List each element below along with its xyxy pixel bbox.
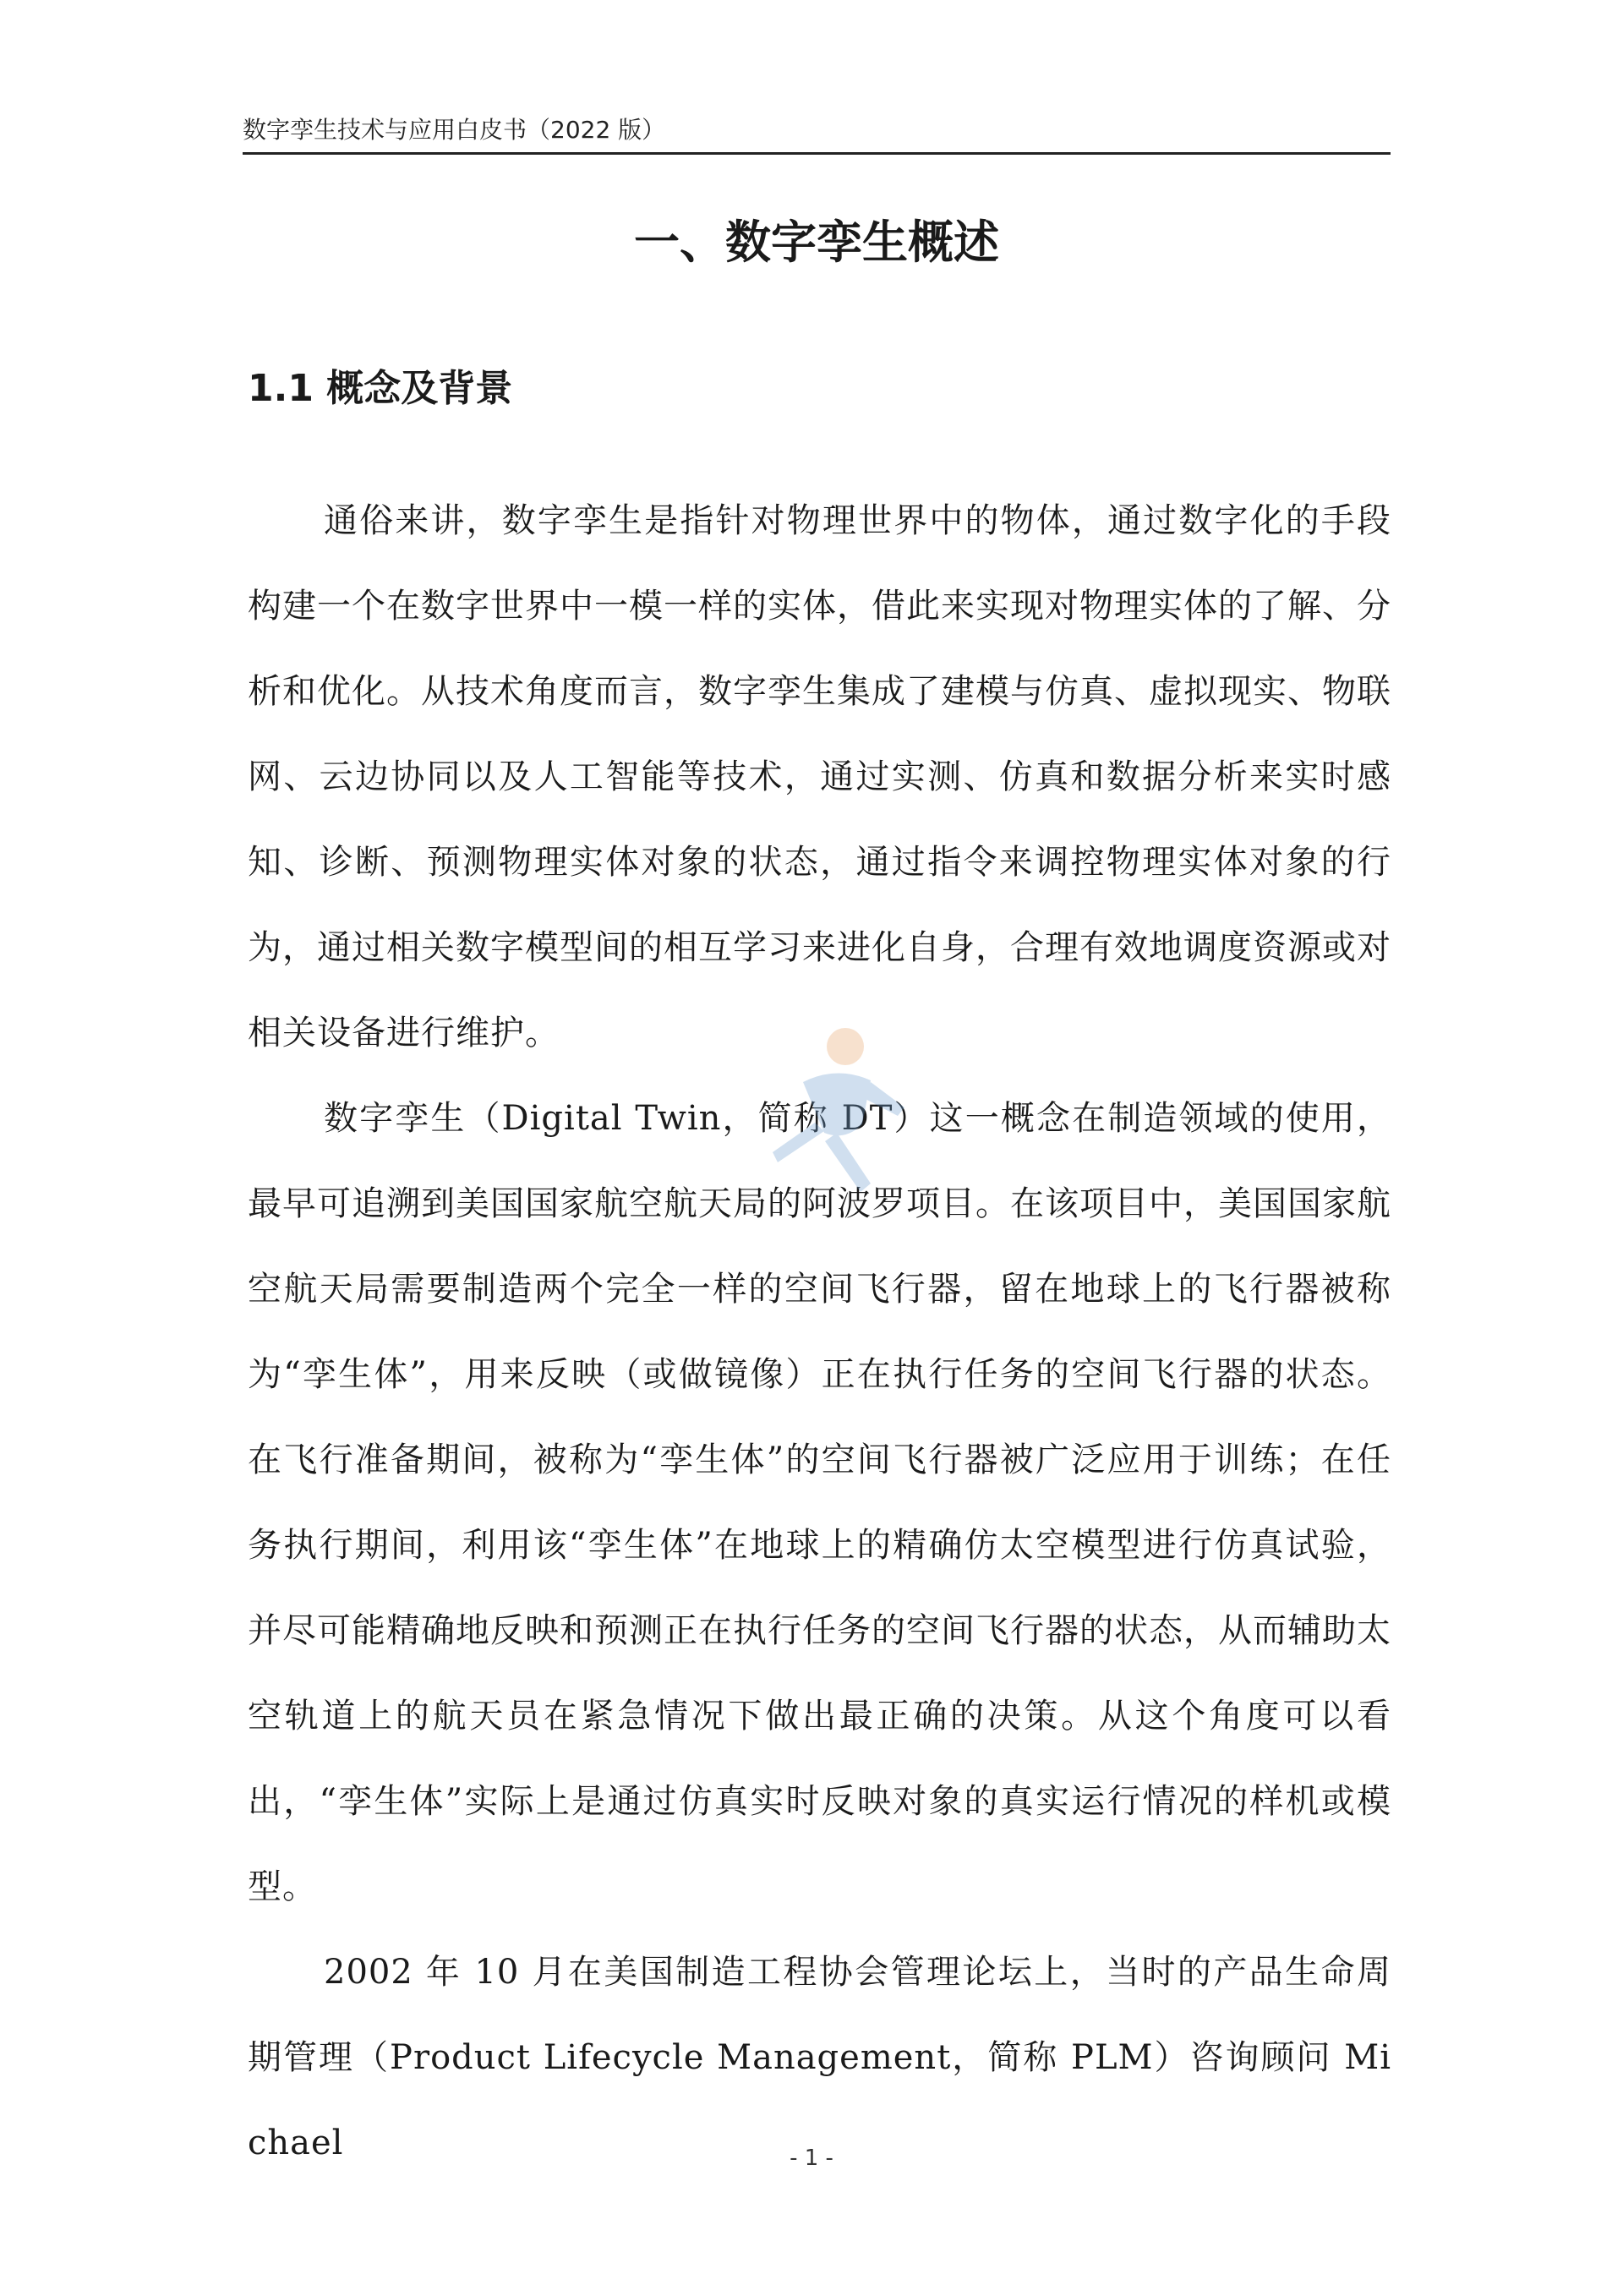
body-text	[248, 478, 1391, 2186]
chapter-title: 一、数字孪生概述	[634, 216, 999, 269]
page-number: - 1 -	[790, 2146, 833, 2171]
paragraph-3: 2002 年 10 月在美国制造工程协会管理论坛上，当时的产品生命周期管理（Product Lifecycle Management，简称 PLM）咨询顾问 Michael	[248, 1953, 1391, 2162]
paragraph-1: 通俗来讲，数字孪生是指针对物理世界中的物体，通过数字化的手段构建一个在数字世界中一模一样的实体，借此来实现对物理实体的了解、分析和优化。从技术角度而言，数字孪生集成了建模与仿真、虚拟现实、物联网、云边协同以及人工智能等技术，通过实测、仿真和数据分析来实时感知、诊断、预测物理实体对象的状态，通过指令来调控物理实体对象的行为，通过相关数字模型间的相互学习来进化自身，合理有效地调度资源或对相关设备进行维护。	[248, 501, 1391, 1052]
paragraph-2: 数字孪生（Digital Twin，简称 DT）这一概念在制造领域的使用，最早可追溯到美国国家航空航天局的阿波罗项目。在该项目中，美国国家航空航天局需要制造两个完全一样的空间飞行器，留在地球上的飞行器被称为“孪生体”，用来反映（或做镜像）正在执行任务的空间飞行器的状态。在飞行准备期间，被称为“孪生体”的空间飞行器被广泛应用于训练；在任务执行期间，利用该“孪生体”在地球上的精确仿太空模型进行仿真试验，并尽可能精确地反映和预测正在执行任务的空间飞行器的状态，从而辅助太空轨道上的航天员在紧急情况下做出最正确的决策。从这个角度可以看出，“孪生体”实际上是通过仿真实时反映对象的真实运行情况的样机或模型。	[248, 1099, 1391, 1906]
running-header: 数字孪生技术与应用白皮书（2022 版）	[243, 116, 666, 144]
section-title: 1.1 概念及背景	[248, 367, 513, 410]
header-rule	[243, 152, 1391, 155]
